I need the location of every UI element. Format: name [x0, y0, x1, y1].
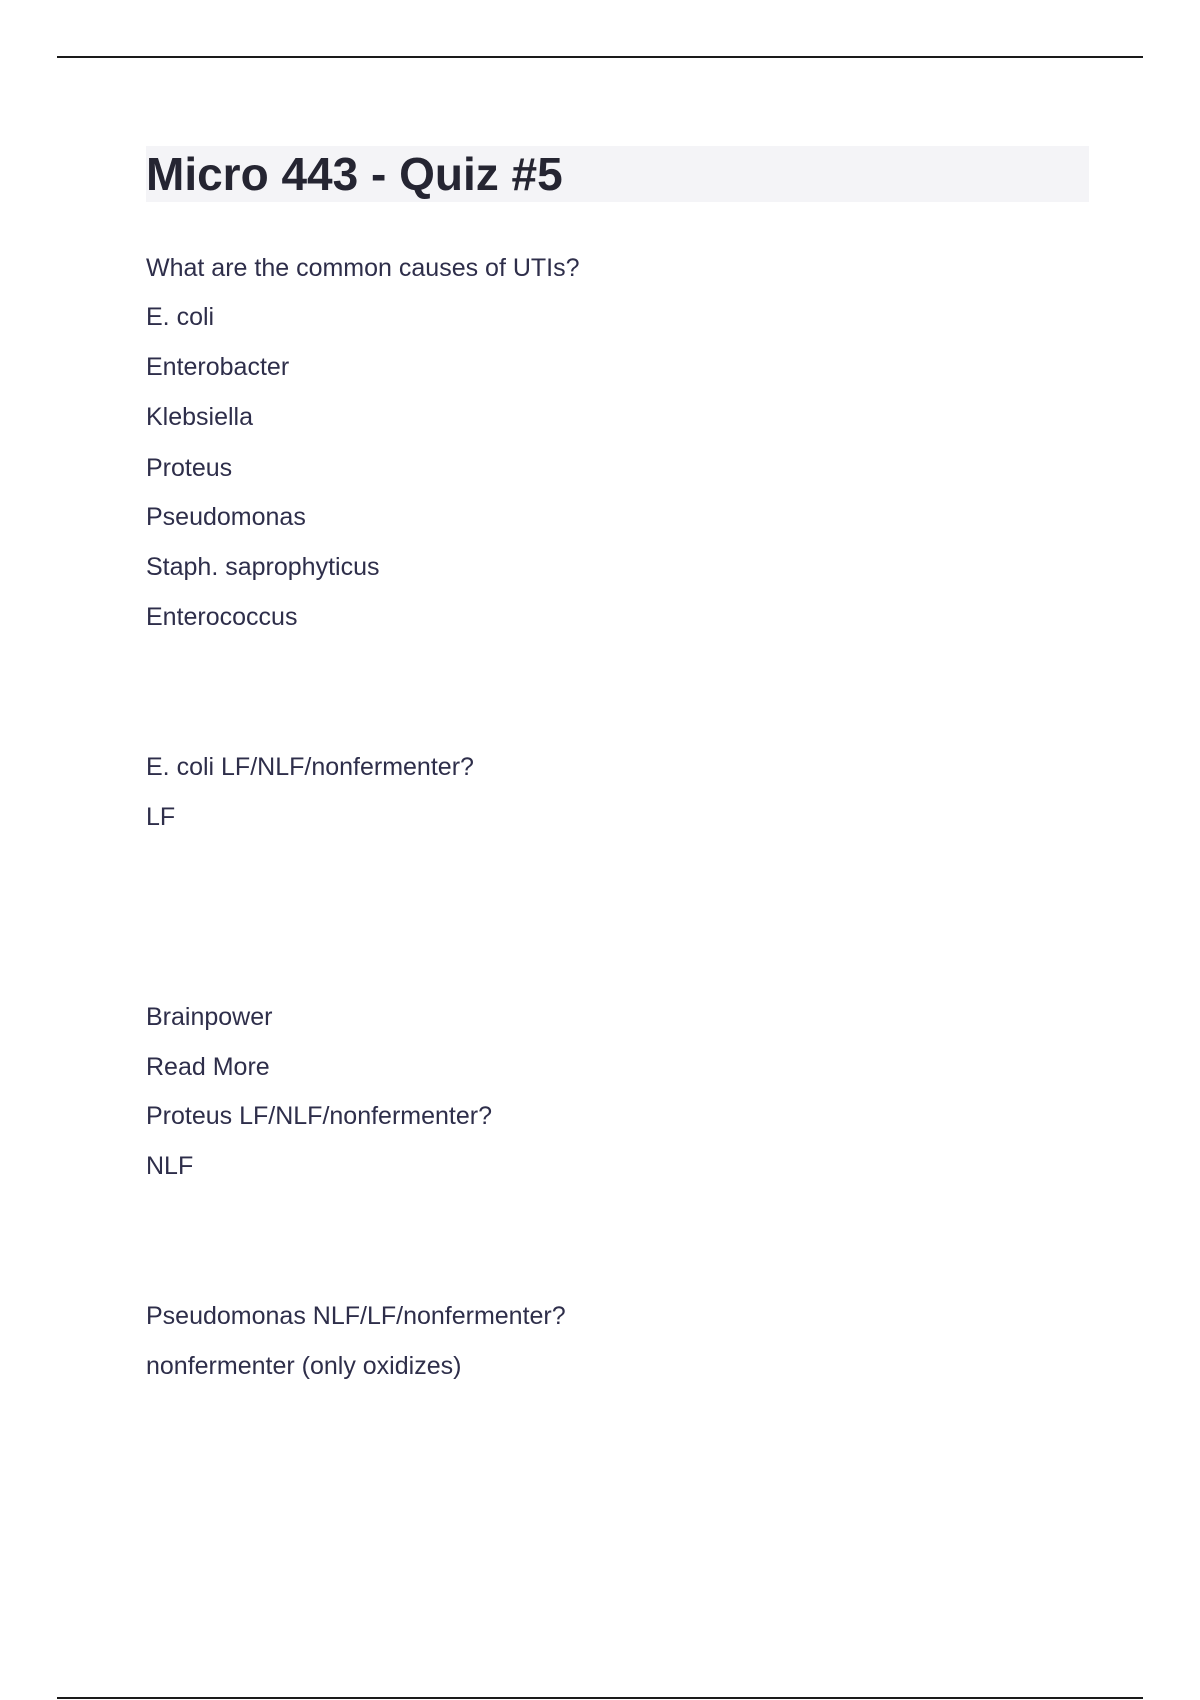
- question-pseudomonas: Pseudomonas NLF/LF/nonfermenter?: [146, 1302, 566, 1330]
- answer-item: nonfermenter (only oxidizes): [146, 1352, 462, 1380]
- answer-item: NLF: [146, 1152, 194, 1180]
- page-title: Micro 443 - Quiz #5: [146, 148, 563, 200]
- answer-item: Proteus: [146, 454, 233, 482]
- brand-label: Brainpower: [146, 1003, 273, 1031]
- answer-item: Staph. saprophyticus: [146, 553, 380, 581]
- answer-item: Enterobacter: [146, 353, 290, 381]
- top-rule: [57, 56, 1143, 58]
- answer-item: E. coli: [146, 303, 215, 331]
- answer-item: Klebsiella: [146, 403, 254, 431]
- question-proteus: Proteus LF/NLF/nonfermenter?: [146, 1102, 492, 1130]
- question-ecoli: E. coli LF/NLF/nonfermenter?: [146, 753, 474, 781]
- answer-item: Pseudomonas: [146, 503, 306, 531]
- answer-item: LF: [146, 803, 176, 831]
- bottom-rule: [57, 1697, 1143, 1699]
- answer-item: Enterococcus: [146, 603, 298, 631]
- read-more-link[interactable]: Read More: [146, 1053, 270, 1081]
- question-utis: What are the common causes of UTIs?: [146, 254, 580, 282]
